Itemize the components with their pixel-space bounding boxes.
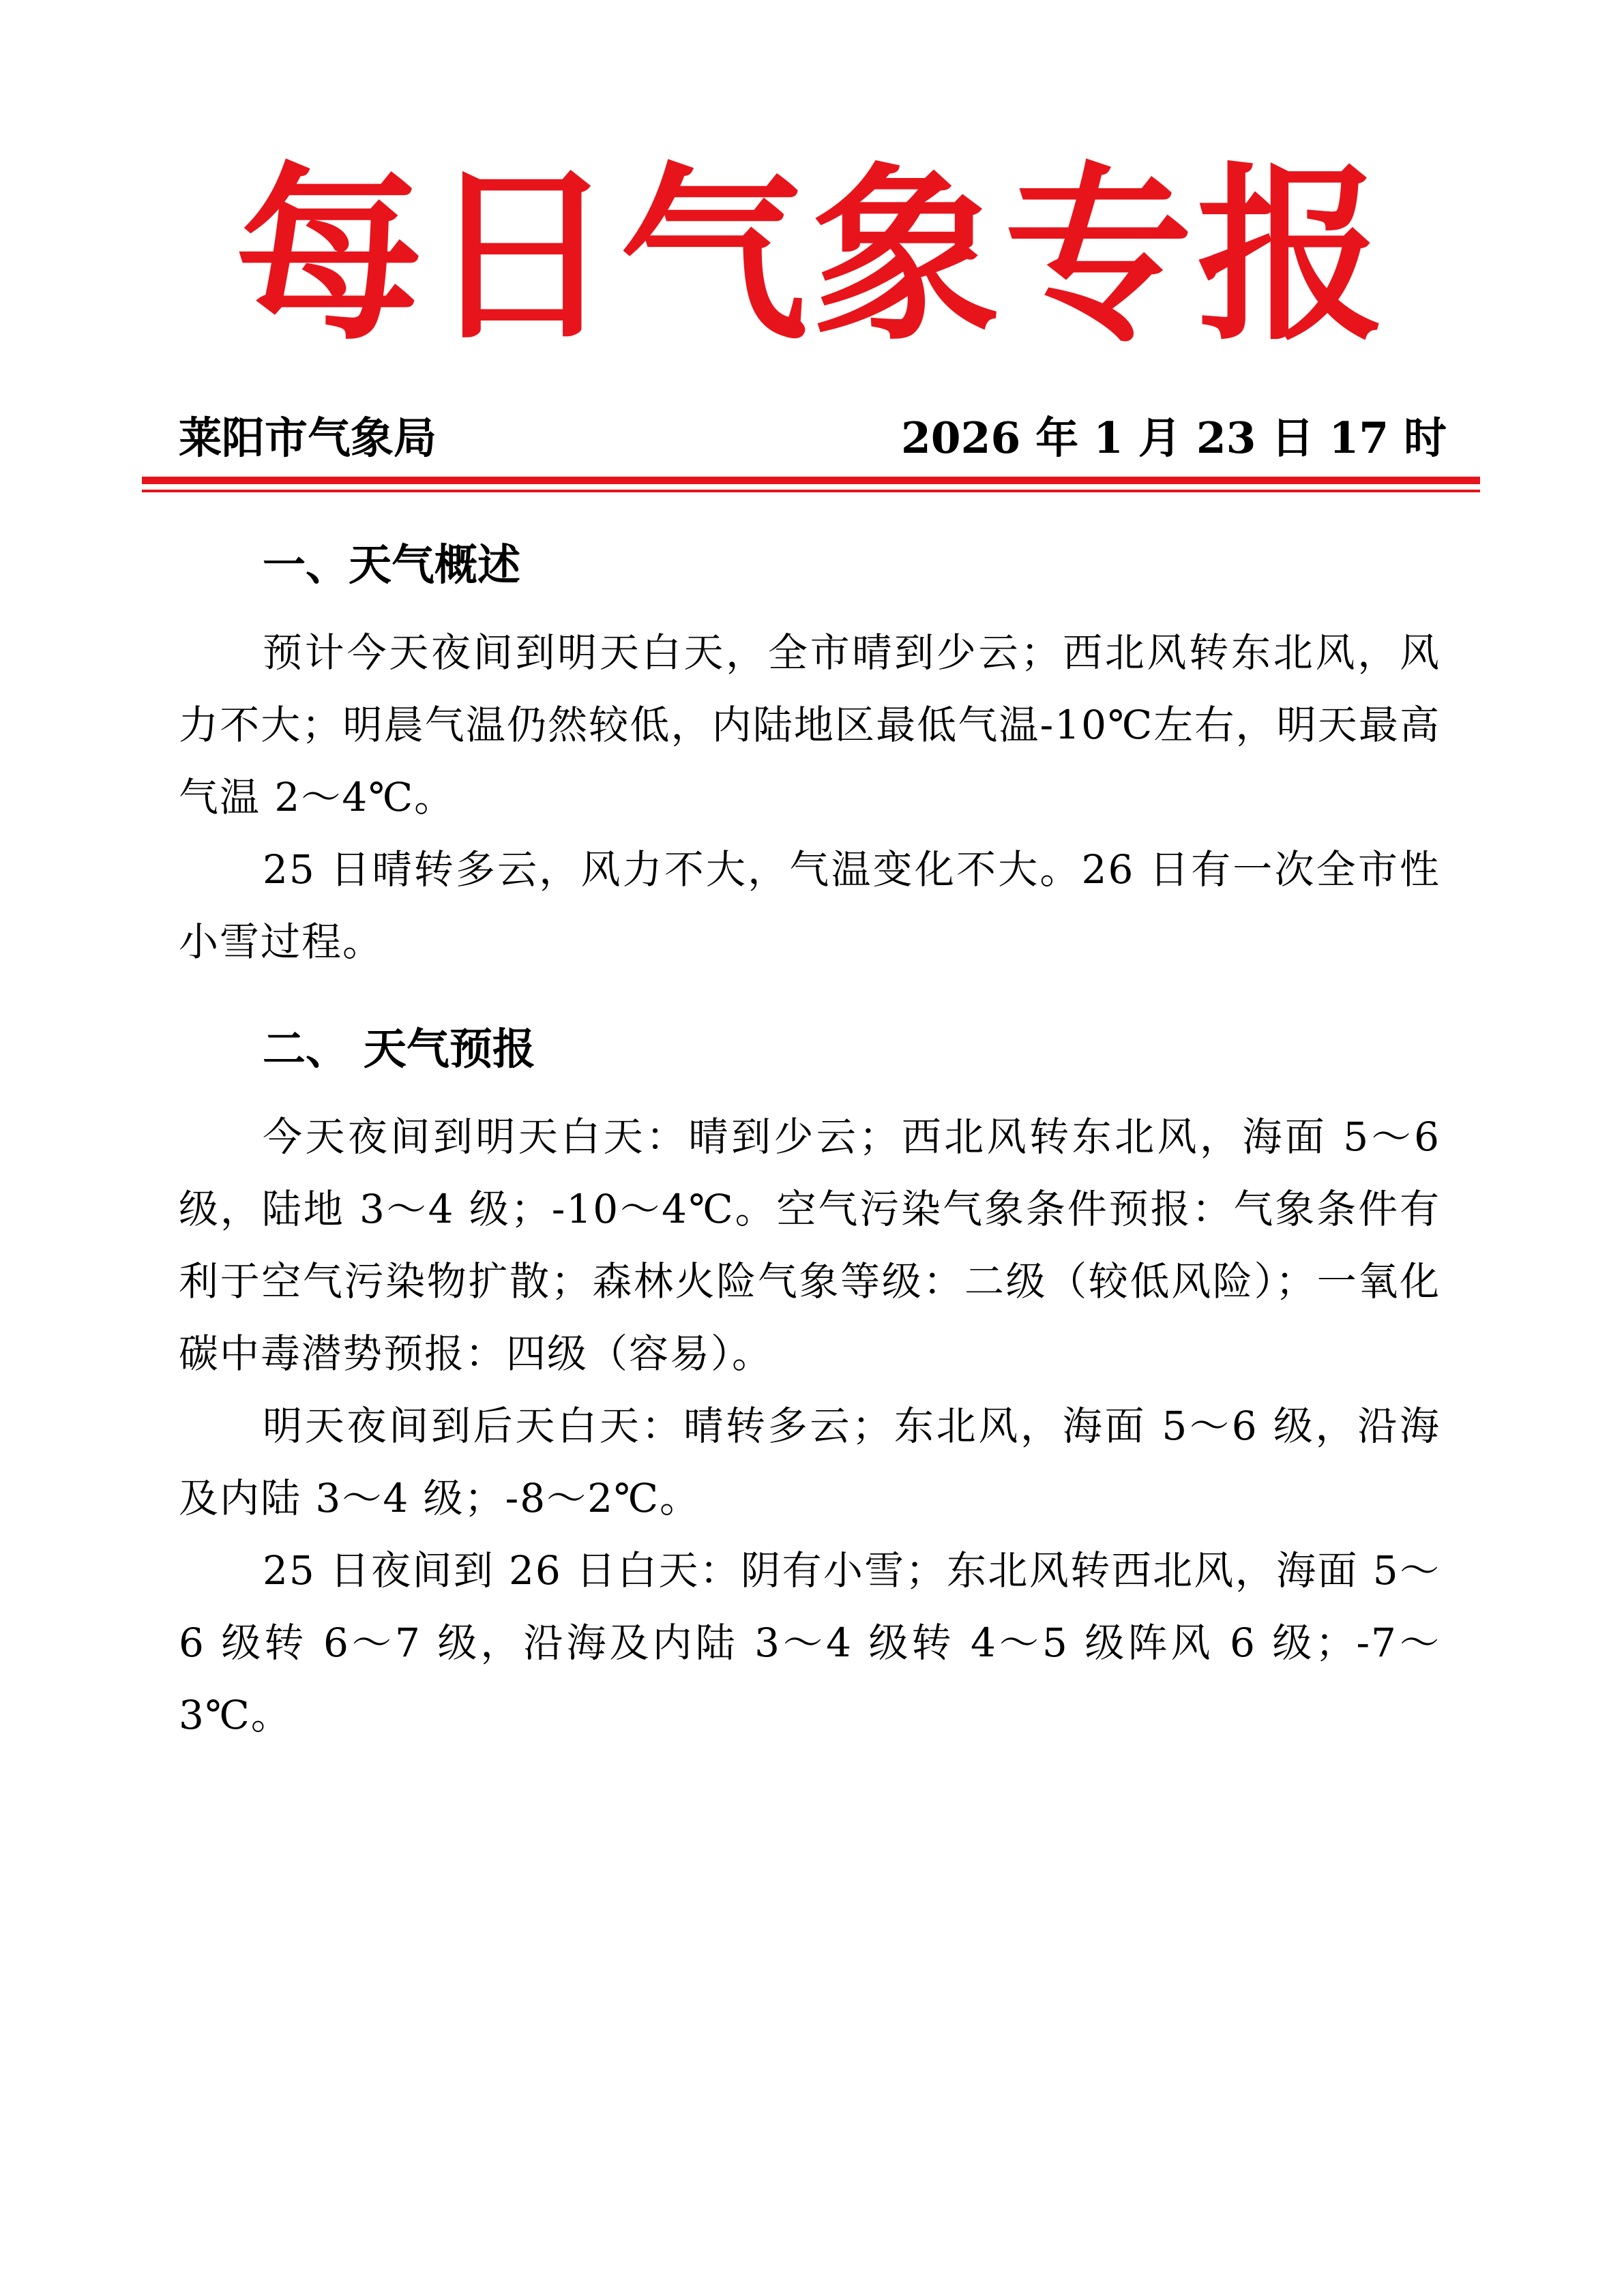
header-rule-thick xyxy=(142,477,1480,484)
document-title: 每日气象专报 xyxy=(235,145,1389,366)
header-rule-thin xyxy=(142,490,1480,492)
overview-paragraph-1: 预计今天夜间到明天白天，全市晴到少云；西北风转东北风，风力不大；明晨气温仍然较低，内陆地区最低气温-10℃左右，明天最高气温 2～4℃。 xyxy=(179,629,1441,820)
issuing-agency: 莱阳市气象局 xyxy=(179,413,437,463)
issue-time: 2026 年 1 月 23 日 17 时 xyxy=(900,413,1447,463)
forecast-paragraph-2: 明天夜间到后天白天：晴转多云；东北风，海面 5～6 级，沿海及内陆 3～4 级；-8～2℃。 xyxy=(179,1403,1441,1521)
section-heading-forecast: 二、 天气预报 xyxy=(263,1024,535,1074)
overview-paragraph-2: 25 日晴转多云，风力不大，气温变化不大。26 日有一次全市性小雪过程。 xyxy=(179,846,1441,965)
forecast-paragraph-1: 今天夜间到明天白天：晴到少云；西北风转东北风，海面 5～6 级，陆地 3～4 级；-10～4℃。空气污染气象条件预报：气象条件有利于空气污染物扩散；森林火险气象等级：二级（较低风险）；一氧化碳中毒潜势预报：四级（容易）。 xyxy=(179,1114,1441,1377)
forecast-paragraph-3: 25 日夜间到 26 日白天：阴有小雪；东北风转西北风，海面 5～6 级转 6～7 级，沿海及内陆 3～4 级转 4～5 级阵风 6 级；-7～3℃。 xyxy=(179,1547,1441,1738)
section-heading-overview: 一、天气概述 xyxy=(263,539,520,590)
